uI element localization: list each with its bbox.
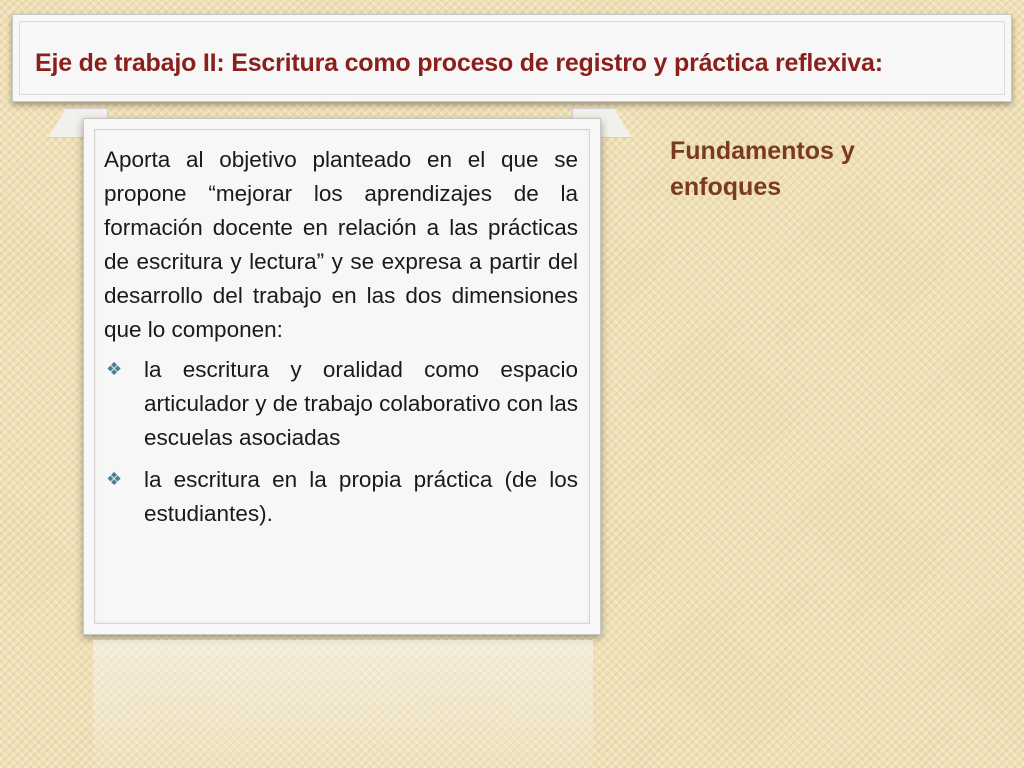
diamond-bullet-icon: ❖ (106, 469, 123, 490)
card-reflection (93, 640, 593, 768)
bullet-text: la escritura en la propia práctica (de los estudiantes). (144, 467, 578, 526)
bullet-list (104, 353, 578, 531)
list-item (104, 463, 578, 531)
list-item (104, 353, 578, 455)
content-card (83, 118, 601, 635)
title-bar (12, 14, 1012, 102)
slide-title: Eje de trabajo II: Escritura como proceso de registro y práctica reflexiva: (35, 49, 883, 77)
card-paragraph: Aporta al objetivo planteado en el que se propone “mejorar los aprendizajes de la formación docente en relación a las prácticas de escritura y lectura” y se expresa a partir del desarrollo del trabajo en las dos dimensiones que lo componen: (104, 147, 578, 342)
bullet-text: la escritura y oralidad como espacio articulador y de trabajo colaborativo con las escuelas asociadas (144, 357, 578, 450)
card-body (104, 143, 578, 539)
diamond-bullet-icon: ❖ (106, 359, 123, 380)
side-heading: Fundamentos y enfoques (670, 137, 855, 201)
